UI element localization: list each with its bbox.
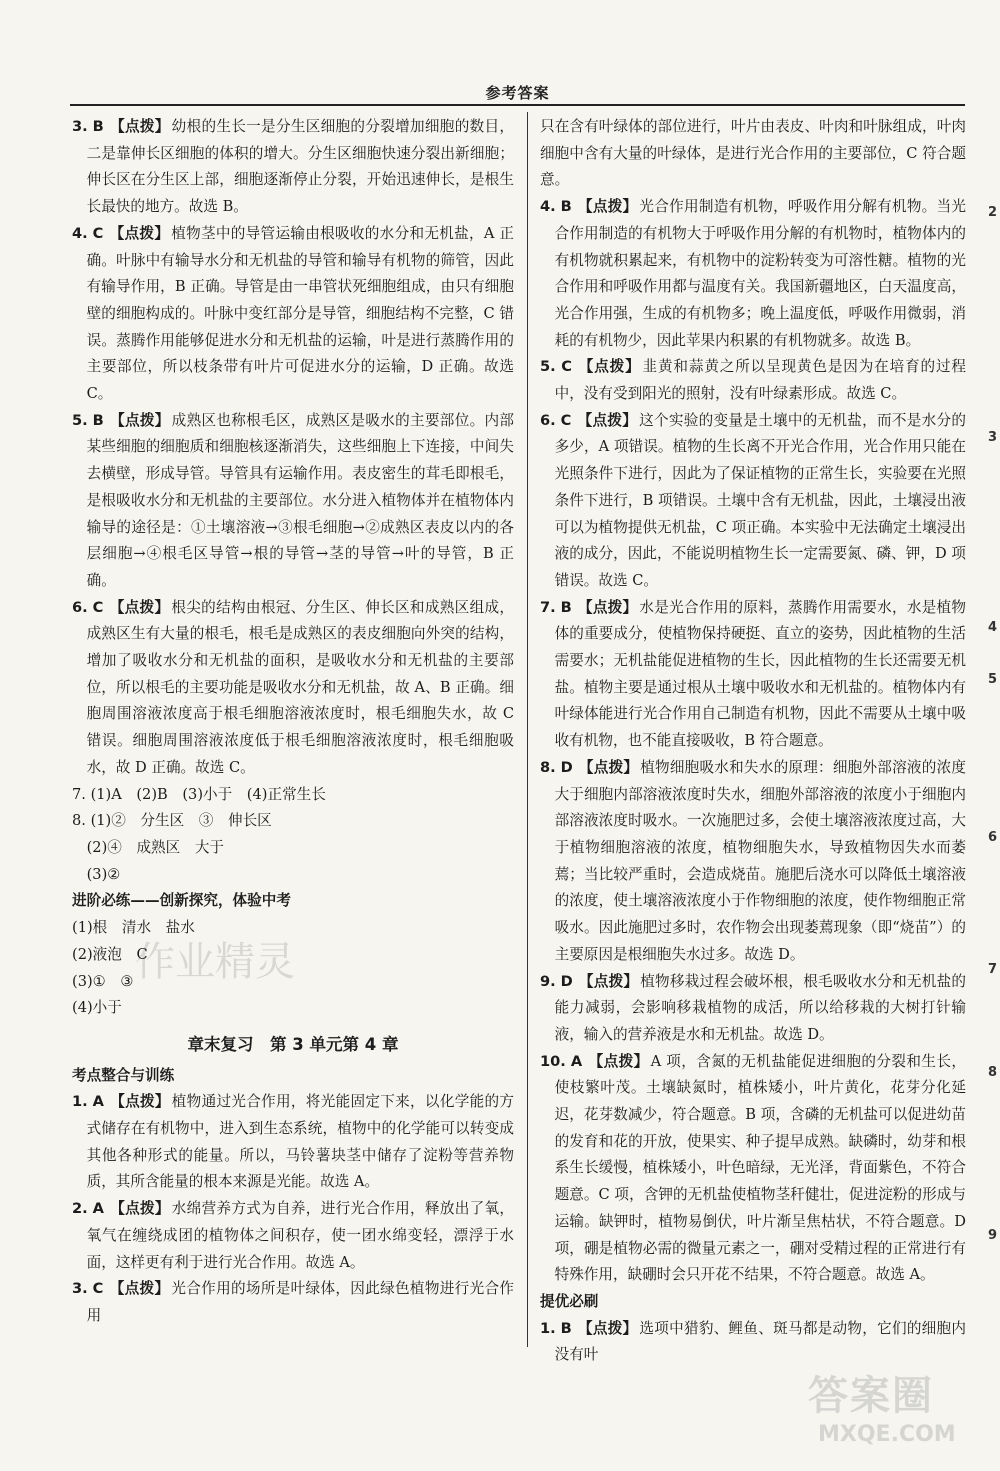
hint-tag: 【点拨】 <box>109 1280 170 1298</box>
question-number: 10. <box>540 1052 566 1070</box>
left-answer-1 <box>72 221 514 408</box>
hint-tag: 【点拨】 <box>577 358 641 376</box>
edge-number: 8 <box>988 1065 998 1080</box>
explanation-text: 光合作用制造有机物，呼吸作用分解有机物。当光合作用制造的有机物大于呼吸作用分解的有机物时，植物体内的有机物就积累起来，有机物中的淀粉转变为可溶性糖。植物的光合作用和呼吸作用都与温度有关。我国新疆地区，白天温度高，光合作用强，生成的有机物多；晚上温度低，呼吸作用微弱，消耗的有机物少，因此苹果内积累的有机物就多。故选 B。 <box>554 198 966 349</box>
answer-letter: A <box>92 1093 104 1111</box>
hint-tag: 【点拨】 <box>109 598 170 616</box>
left-answer-3 <box>72 595 514 782</box>
explanation-text: 植物移栽过程会破坏根，根毛吸收水分和无机盐的能力减弱，会影响移栽植物的成活，所以给移栽的大树打针输液，输入的营养液是水和无机盐。故选 D。 <box>554 972 966 1043</box>
hint-tag: 【点拨】 <box>577 411 638 429</box>
explanation-text: 植物茎中的导管运输由根吸收的水分和无机盐，A 正确。叶脉中有输导水分和无机盐的导管和输导有机物的筛管，因此有输导作用，B 正确。导管是由一串管状死细胞组成，由只有细胞壁的细胞构成的。叶脉中变红部分是导管，细胞结构不完整，C 错误。蒸腾作用能够促进水分和无机盐的运输，叶是进行蒸腾作用的主要部位，所以枝条带有叶片可促进水分的运输，D 正确。故选 C。 <box>86 224 514 403</box>
left-column <box>72 114 514 1330</box>
answer-q8-2: (2)④ 成熟区 大于 <box>86 838 225 856</box>
answer-letter: B <box>92 411 104 429</box>
answer-letter: A <box>92 1200 104 1218</box>
left-answer-0 <box>72 114 514 221</box>
answer-letter: B <box>92 118 104 135</box>
answer-q8-3: (3)② <box>86 865 121 883</box>
hint-tag: 【点拨】 <box>109 411 170 429</box>
watermark-url: MXQE.COM <box>818 1422 956 1447</box>
site-watermark <box>788 1364 978 1459</box>
advance-3: (3)① ③ <box>72 972 134 990</box>
question-number: 5. <box>72 411 88 429</box>
right-column <box>540 114 966 1369</box>
explanation-text: 幼根的生长一是分生区细胞的分裂增加细胞的数目，二是靠伸长区细胞的体积的增大。分生区细胞快速分裂出新细胞；伸长区在分生区上部，细胞逐渐停止分裂，开始迅速伸长，是根生长最快的地方。故选 B。 <box>86 118 514 216</box>
section-advance: 进阶必练——创新探究，体验中考 <box>72 892 291 910</box>
page-header: 参考答案 <box>485 84 550 102</box>
question-number: 5. <box>540 358 556 376</box>
answer-letter: C <box>92 1280 104 1298</box>
question-number: 6. <box>72 598 88 616</box>
answer-letter: B <box>560 198 572 216</box>
hint-tag: 【点拨】 <box>109 1093 170 1111</box>
edge-number: 5 <box>988 672 998 687</box>
answer-q7: 7. (1)A (2)B (3)小于 (4)正常生长 <box>72 785 326 803</box>
column-divider <box>527 112 528 1347</box>
question-number: 4. <box>72 224 88 242</box>
answer-letter: A <box>570 1052 583 1070</box>
chapter-title: 章末复习 第 3 单元第 4 章 <box>187 1034 399 1054</box>
answer-q8-1: 8. (1)② 分生区 ③ 伸长区 <box>72 812 272 830</box>
stamp-watermark: 作业精灵 <box>135 939 295 985</box>
explanation-text: 水是光合作用的原料，蒸腾作用需要水，水是植物体的重要成分，使植物保持硬挺、直立的姿势，因此植物的生活需要水；无机盐能促进植物的生长，因此植物的生长还需要无机盐。植物主要是通过根从土壤中吸收水和无机盐的。植物体内有叶绿体能进行光合作用自己制造有机物，因此不需要从土壤中吸收有机物，也不能直接吸收，B 符合题意。 <box>554 598 966 750</box>
edge-number: 7 <box>988 962 998 977</box>
review-answer-list <box>72 1089 514 1329</box>
left-answer-list <box>72 114 514 782</box>
explanation-text: 韭黄和蒜黄之所以呈现黄色是因为在培育的过程中，没有受到阳光的照射，没有叶绿素形成。故选 C。 <box>554 358 966 403</box>
explanation-text: 根尖的结构由根冠、分生区、伸长区和成熟区组成，成熟区生有大量的根毛，根毛是成熟区的表皮细胞向外突的结构，增加了吸收水分和无机盐的面积，是吸收水分和无机盐的主要部位，所以根毛的主要功能是吸收水分和无机盐，故 A、B 正确。细胞周围溶液浓度高于根毛细胞溶液浓度时，根毛细胞失水，故 C 错误。细胞周围溶液浓度低于根毛细胞溶液浓度时，根毛细胞吸水，故 D 正确。故选 C。 <box>86 598 514 776</box>
question-number: 4. <box>540 198 556 216</box>
question-number: 6. <box>540 411 556 429</box>
question-number: 8. <box>540 758 556 776</box>
question-number: 3. <box>72 118 88 135</box>
explanation-text: 植物细胞吸水和失水的原理：细胞外部溶液的浓度大于细胞内部溶液浓度时失水，细胞外部溶液的浓度小于细胞内部溶液浓度时吸水。一次施肥过多，会使土壤溶液浓度过高，大于植物细胞溶液的浓度，植物细胞失水，导致植物因失水而萎蔫；当比较严重时，会造成烧苗。施肥后浇水可以降低土壤溶液的浓度，使土壤溶液浓度小于作物细胞的浓度，使作物细胞正常吸水。因此施肥过多时，农作物会出现萎蔫现象（即“烧苗”）的主要原因是根细胞失水过多。故选 D。 <box>554 758 966 963</box>
explanation-text: 植物通过光合作用，将光能固定下来，以化学能的方式储存在有机物中，进入到生态系统，植物中的化学能可以转变成其他各种形式的能量。所以，马铃薯块茎中储存了淀粉等营养物质，其所含能量的根本来源是光能。故选 A。 <box>86 1093 514 1191</box>
advance-4: (4)小于 <box>72 999 122 1017</box>
question-number: 9. <box>540 972 556 990</box>
question-number: 1. <box>72 1093 88 1111</box>
review-answer-2 <box>72 1276 514 1329</box>
explanation-text: 成熟区也称根毛区，成熟区是吸水的主要部位。内部某些细胞的细胞质和细胞核逐渐消失，这些细胞上下连接，中间失去横壁，形成导管。导管具有运输作用。表皮密生的茸毛即根毛，是根吸收水分和无机盐的主要部位。水分进入植物体并在植物体内输导的途径是：①土壤溶液→③根毛细胞→②成熟区表皮以内的各层细胞→④根毛区导管→根的导管→茎的导管→叶的导管，B 正确。 <box>86 411 514 589</box>
explanation-text: 水绵营养方式为自养，进行光合作用，释放出了氧，氧气在缠绕成团的植物体之间积存，使一团水绵变轻，漂浮于水面，这样更有利于进行光合作用。故选 A。 <box>86 1200 514 1271</box>
answer-letter: C <box>561 358 572 376</box>
left-answer-2 <box>72 408 514 595</box>
question-number: 7. <box>540 598 556 616</box>
explanation-text: A 项，含氮的无机盐能促进细胞的分裂和生长，使枝繁叶茂。土壤缺氮时，植株矮小，叶片黄化，花芽分化延迟，花芽数减少，符合题意。B 项，含磷的无机盐可以促进幼苗的发育和花的开放，使果实、种子提早成熟。缺磷时，幼芽和根系生长缓慢，植株矮小，叶色暗绿，无光泽，背面紫色，不符合题意。C 项，含钾的无机盐使植物茎秆健壮，促进淀粉的形成与运输。缺钾时，植物易倒伏，叶片渐呈焦枯状，不符合题意。D 项，硼是植物必需的微量元素之一，硼对受精过程的正常进行有特殊作用，缺硼时会只开花不结果，不符合题意。故选 A。 <box>554 1052 966 1284</box>
hint-tag: 【点拨】 <box>577 598 638 616</box>
explanation-text: 只在含有叶绿体的部位进行，叶片由表皮、叶肉和叶脉组成，叶肉细胞中含有大量的叶绿体，是进行光合作用的主要部位，C 符合题意。 <box>540 118 966 189</box>
answer-letter: D <box>560 758 573 776</box>
answer-letter: B <box>560 598 572 616</box>
right-answer-3 <box>540 408 966 595</box>
header-rule <box>70 104 965 106</box>
edge-number: 2 <box>988 205 998 220</box>
edge-number: 6 <box>988 830 998 845</box>
question-number: 2. <box>72 1200 88 1218</box>
right-answer-1 <box>540 194 966 354</box>
question-number: 3. <box>72 1280 88 1298</box>
right-answer-0 <box>540 114 966 194</box>
right-answer-7 <box>540 1049 966 1289</box>
explanation-text: 光合作用的场所是叶绿体，因此绿色植物进行光合作用 <box>86 1280 514 1324</box>
section-improve: 提优必刷 <box>540 1292 599 1310</box>
edge-number: 4 <box>988 620 998 635</box>
right-answer-5 <box>540 755 966 969</box>
review-answer-0 <box>72 1089 514 1196</box>
right-answer-6 <box>540 969 966 1049</box>
hint-tag: 【点拨】 <box>109 118 170 135</box>
advance-2: (2)液泡 C <box>72 945 148 963</box>
hint-tag: 【点拨】 <box>588 1052 649 1070</box>
right-answer-list <box>540 114 966 1289</box>
answer-letter: C <box>92 224 104 242</box>
hint-tag: 【点拨】 <box>109 224 170 242</box>
hint-tag: 【点拨】 <box>109 1200 170 1218</box>
edge-number: 3 <box>988 430 998 445</box>
right-answer-2 <box>540 354 966 407</box>
section-review: 考点整合与训练 <box>72 1066 175 1084</box>
hint-tag: 【点拨】 <box>578 758 639 776</box>
answer-letter: C <box>560 411 572 429</box>
right-answer-4 <box>540 595 966 755</box>
watermark-logo-text: 答案圈 <box>808 1373 934 1419</box>
answer-letter: D <box>560 972 573 990</box>
explanation-text: 这个实验的变量是土壤中的无机盐，而不是水分的多少，A 项错误。植物的生长离不开光合作用，光合作用只能在光照条件下进行，因此为了保证植物的正常生长，实验要在光照条件下进行，B 项错误。土壤中含有无机盐，因此，土壤浸出液可以为植物提供无机盐，C 项正确。本实验中无法确定土壤浸出液的成分，因此，不能说明植物生长一定需要氮、磷、钾，D 项错误。故选 C。 <box>554 411 966 589</box>
hint-tag: 【点拨】 <box>578 972 639 990</box>
advance-1: (1)根 清水 盐水 <box>72 919 195 937</box>
hint-tag: 【点拨】 <box>577 198 638 216</box>
review-answer-1 <box>72 1196 514 1276</box>
answer-letter: C <box>92 598 104 616</box>
edge-number: 9 <box>988 1228 998 1243</box>
improve-answer-1: 1. B 【点拨】 选项中猎豹、鲤鱼、斑马都是动物，它们的细胞内没有叶 <box>540 1319 966 1364</box>
